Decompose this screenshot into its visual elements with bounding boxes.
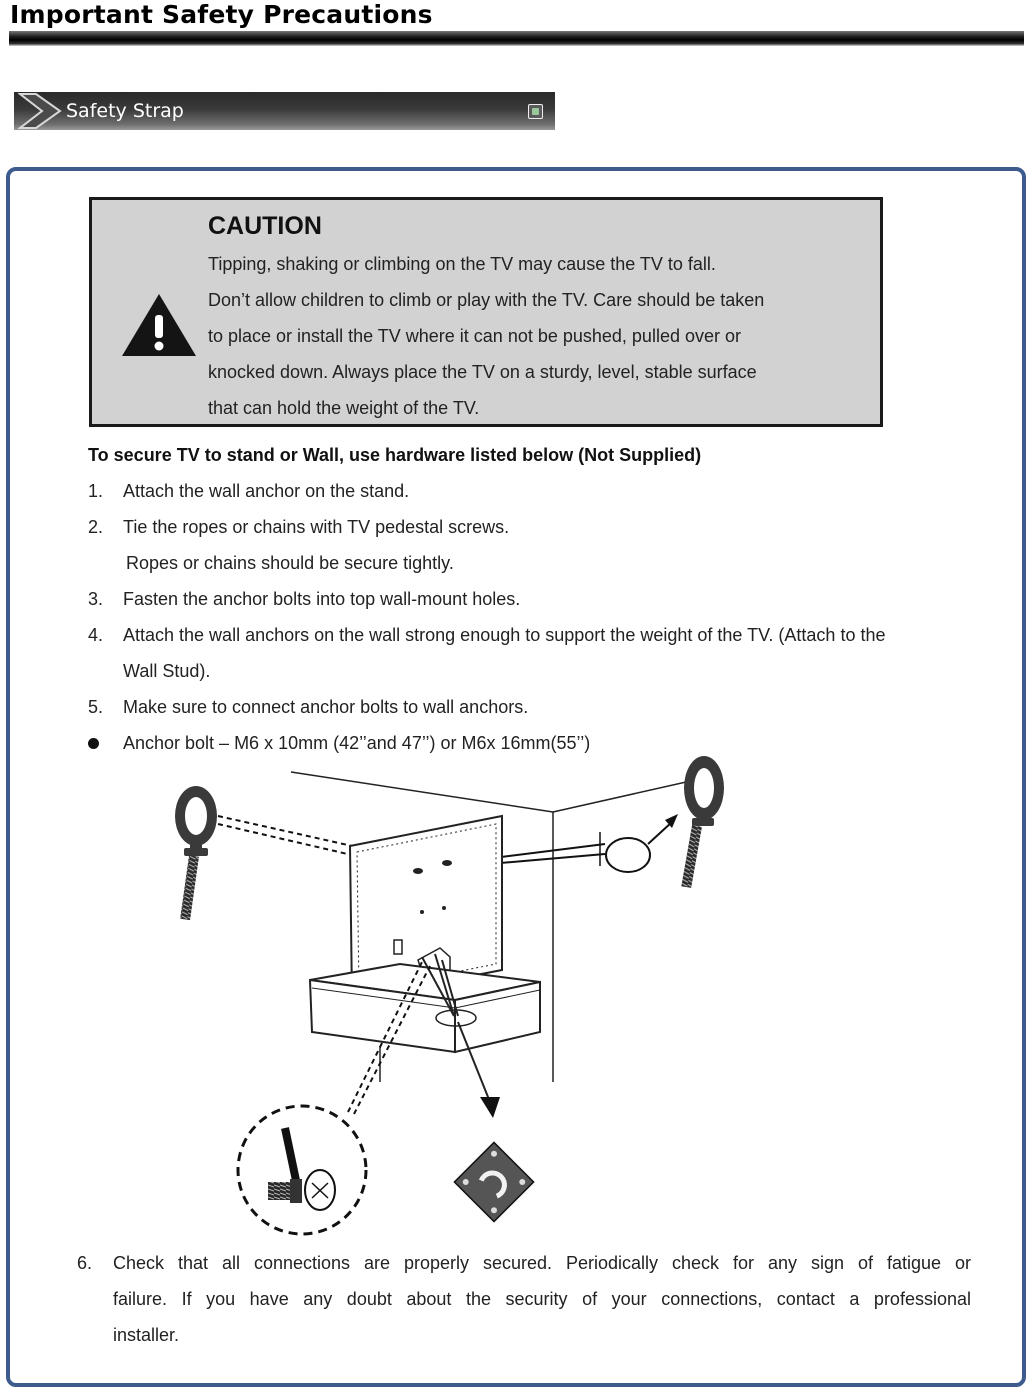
- step-number: 5.: [88, 697, 104, 717]
- wall-anchor-plate: [454, 1142, 533, 1221]
- warning-triangle-icon: [121, 293, 197, 357]
- page-title: Important Safety Precautions: [10, 0, 433, 29]
- step-number: 1.: [88, 481, 104, 501]
- bullet-icon: [88, 738, 99, 749]
- caution-line: knocked down. Always place the TV on a sturdy, level, stable surface: [208, 362, 757, 382]
- anchor-bolt-spec: Anchor bolt – M6 x 10mm (42’’and 47’’) or M6x 16mm(55’’): [123, 733, 591, 753]
- tv-safety-strap-illustration: [160, 752, 740, 1242]
- step-text: Ropes or chains should be secure tightly.: [126, 553, 454, 573]
- title-rule: [9, 31, 1024, 46]
- caution-line: that can hold the weight of the TV.: [208, 398, 480, 418]
- section-banner: [14, 92, 555, 130]
- step-text: failure. If you have any doubt about the security of your connections, contact a professional: [113, 1289, 971, 1309]
- caution-title: CAUTION: [208, 212, 322, 240]
- caution-line: to place or install the TV where it can not be pushed, pulled over or: [208, 326, 741, 346]
- step-text: Tie the ropes or chains with TV pedestal screws.: [123, 517, 510, 537]
- step-number: 4.: [88, 625, 104, 645]
- step-text: Fasten the anchor bolts into top wall-mount holes.: [123, 589, 521, 609]
- step-number: 2.: [88, 517, 104, 537]
- caution-line: Don’t allow children to climb or play with the TV. Care should be taken: [208, 290, 765, 310]
- eye-bolt-right: [681, 756, 724, 888]
- eye-bolt-left: [175, 786, 217, 920]
- section-title: Safety Strap: [66, 100, 184, 122]
- chevron-right-icon: [18, 92, 64, 130]
- step-number: 3.: [88, 589, 104, 609]
- caution-box: [89, 197, 883, 427]
- step-text: installer.: [113, 1325, 180, 1345]
- step-text: Wall Stud).: [123, 661, 211, 681]
- step-text: Attach the wall anchors on the wall strong enough to support the weight of the TV. (Attach to the: [123, 625, 886, 645]
- step-number: 6.: [77, 1253, 93, 1273]
- caution-line: Tipping, shaking or climbing on the TV may cause the TV to fall.: [208, 254, 716, 274]
- step-text: Attach the wall anchor on the stand.: [123, 481, 410, 501]
- step-text: Check that all connections are properly secured. Periodically check for any sign of fatigue or: [113, 1253, 971, 1273]
- instructions-heading: To secure TV to stand or Wall, use hardware listed below (Not Supplied): [88, 445, 702, 465]
- step-text: Make sure to connect anchor bolts to wall anchors.: [123, 697, 529, 717]
- square-button-icon: [528, 104, 543, 119]
